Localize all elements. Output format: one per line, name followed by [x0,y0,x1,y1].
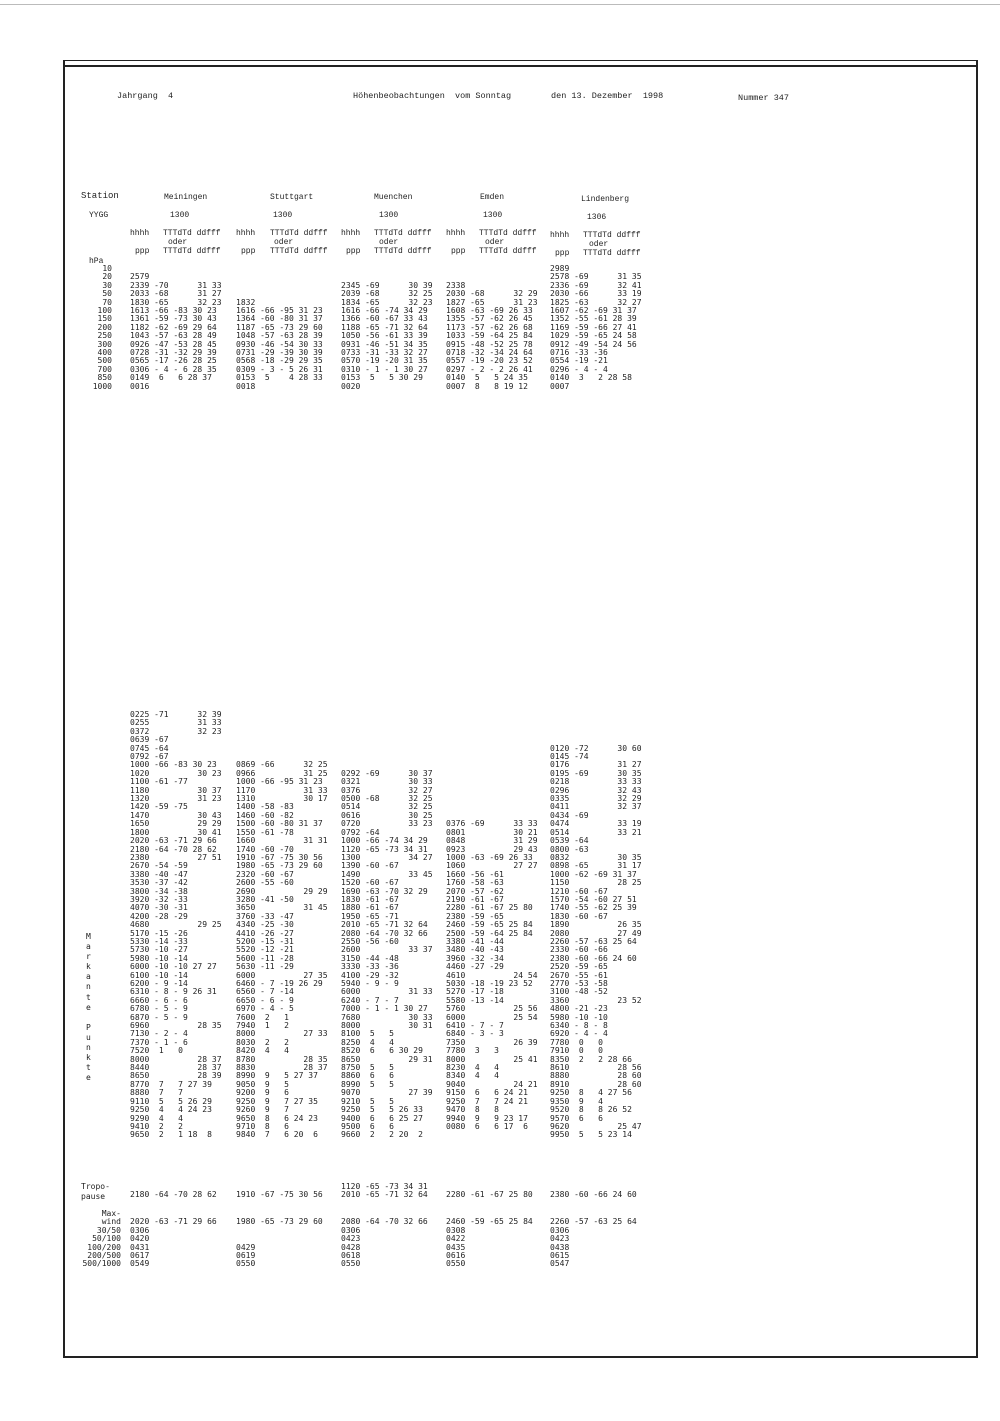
station-label: Station [81,191,119,201]
station-time-muenchen: 1300 [379,211,399,220]
ttt-label: TTTdTd ddfff [479,229,537,238]
std-levels-meiningen: 2579 2339 -70 31 33 2033 -68 31 27 1830 -65 32 23 1613 -66 -83 30 23 1361 -59 -73 30 43 1182 -62 -69 29 64 1043 -57 -63 28 49 0926 -47 -53 28 45 0728 -31 -32 29 39 0565 -17 -26 28 25 0306 - 4 - 6 28 35 0149 6 6 28 37 0016 [130,272,222,391]
ttt-label: TTTdTd ddfff [374,229,432,238]
date-label: den 13. Dezember 1998 [551,91,664,101]
tropopause-stuttgart: 1910 -67 -75 30 56 [236,1190,323,1200]
max-wind-muenchen: 2080 -64 -70 32 66 0306 0423 0428 0618 0550 [341,1217,428,1269]
hhhh-label: hhhh [130,229,150,238]
ttt-label: TTTdTd ddfff [163,247,221,256]
frame-top-bar [64,65,976,67]
document-title: Höhenbeobachtungen vom Sonntag [353,91,512,101]
hhhh-label: hhhh [446,229,466,238]
significant-points-emden: 0376 -69 33 33 0801 30 21 0848 31 29 0923 29 43 1000 -63 -69 26 33 1060 27 27 1660 -56 -61 1760 -58 -63 2070 -57 -62 2190 -61 -67 2280 -61 -67 25 80 2380 -59 -65 2460 -59 -65 25 84 2500 -59 -64 25 84 3380 -41 -44 3480 -40 -43 3960 -32 -34 4460 -27 -29 4610 24 54 5030 -18 -19 23 52 5270 -17 -18 5580 -13 -14 5760 25 56 6000 25 54 6410 - 7 - 7 6840 - 3 - 3 7350 26 39 7780 3 3 8000 25 41 8230 4 4 8340 4 4 9040 24 21 9150 6 6 24 21 9250 7 7 24 21 9470 8 8 9940 9 9 23 17 0080 6 6 17 6 [446,819,538,1131]
station-name-muenchen: Muenchen [374,193,413,202]
significant-points-muenchen: 0292 -69 30 37 0321 30 33 0376 32 27 0500 -68 32 25 0514 32 25 0616 30 25 0720 33 23 0792 -64 1000 -66 -74 34 29 1120 -65 -73 34 31 1300 34 27 1390 -60 -67 1490 33 45 1520 -60 -67 1690 -63 -70 32 29 1830 -61 -67 1880 -61 -67 1950 -65 -71 2010 -65 -71 32 64 2080 -64 -70 32 66 2550 -56 -60 2600 33 37 3150 -44 -48 3330 -33 -36 4100 -29 -32 5940 - 9 - 9 6000 31 33 6240 - 7 - 7 7000 - 1 - 1 30 27 7680 30 33 8000 30 31 8100 5 5 8250 4 4 8520 6 6 30 29 8650 29 31 8750 5 5 8860 6 6 8990 5 5 9070 27 39 9210 5 5 9250 5 5 26 33 9400 6 6 25 27 9500 6 6 9660 2 2 20 2 [341,768,433,1140]
significant-points-stuttgart: 0869 -66 32 25 0966 31 25 1000 -66 -95 31 23 1170 31 33 1310 30 17 1400 -58 -83 1460 -60 -82 1500 -60 -80 31 37 1550 -61 -78 1660 31 31 1740 -60 -70 1910 -67 -75 30 56 1980 -65 -73 29 60 2320 -60 -67 2600 -55 -60 2690 29 29 3280 -41 -50 3650 31 45 3760 -33 -47 4340 -25 -30 4410 -26 -27 5200 -15 -31 5520 -12 -21 5600 -11 -28 5630 -11 -29 6000 27 35 6460 - 7 -19 26 29 6560 - 7 -14 6650 - 6 - 9 6970 - 4 - 5 7600 2 1 7940 1 2 8000 27 33 8030 2 2 8420 4 4 8780 28 35 8830 28 37 8990 9 5 27 37 9050 9 5 9200 9 6 9250 9 7 27 35 9260 9 7 9650 8 6 24 23 9710 8 6 9840 7 6 20 6 [236,760,328,1140]
top-edge-line [0,4,1000,5]
hhhh-label: hhhh [550,231,570,240]
max-wind-meiningen: 2020 -63 -71 29 66 0306 0420 0431 0617 0549 [130,1217,217,1269]
hpa-label: hPa [89,257,104,266]
tropopause-lindenberg: 2380 -60 -66 24 60 [550,1190,637,1200]
jahrgang-label: Jahrgang 4 [117,91,174,101]
station-name-stuttgart: Stuttgart [270,193,314,202]
markante-punkte-label: M a r k a n t e P u n k t e [86,932,91,1083]
std-levels-lindenberg: 2989 2578 -69 31 35 2336 -69 32 41 2030 -66 33 19 1825 -63 32 27 1607 -62 -69 31 37 1352 -55 -61 28 39 1169 -59 -66 27 41 1029 -59 -65 24 58 0912 -49 -54 24 56 0716 -33 -36 0554 -19 -21 0296 - 4 - 4 0140 3 2 28 58 0007 [550,264,642,391]
ppp-label: ppp [135,247,150,256]
std-levels-muenchen: 2345 -69 30 39 2039 -68 32 25 1834 -65 32 23 1616 -66 -74 34 29 1366 -60 -67 33 43 1188 -65 -71 32 64 1050 -56 -61 33 39 0931 -46 -51 34 35 0733 -31 -33 32 27 0570 -19 -20 31 35 0310 - 1 - 1 30 27 0153 5 5 30 29 0020 [341,280,433,391]
issue-number: Nummer 347 [738,93,790,103]
ppp-label: ppp [346,247,361,256]
ttt-label: TTTdTd ddfff [583,231,641,240]
station-name-lindenberg: Lindenberg [581,195,630,204]
max-wind-emden: 2460 -59 -65 25 84 0308 0422 0435 0616 0550 [446,1217,533,1269]
tropopause-muenchen: 1120 -65 -73 34 31 2010 -65 -71 32 64 [341,1182,428,1200]
max-wind-lindenberg: 2260 -57 -63 25 64 0306 0423 0438 0615 0547 [550,1217,637,1269]
station-time-meiningen: 1300 [170,211,190,220]
tropopause-label: Tropo- pause [81,1182,110,1201]
pressure-level-column: 10 20 30 50 70 100 150 200 250 300 400 500 700 850 1000 [92,264,112,391]
yygg-label: YYGG [89,211,109,220]
oder-label: oder [274,238,294,247]
oder-label: oder [168,238,188,247]
station-time-stuttgart: 1300 [273,211,293,220]
station-name-meiningen: Meiningen [164,193,208,202]
ppp-label: ppp [555,249,570,258]
ttt-label: TTTdTd ddfff [270,247,328,256]
max-wind-stuttgart: 1980 -65 -73 29 60 0429 0619 0550 [236,1217,323,1269]
oder-label: oder [485,238,505,247]
ppp-label: ppp [451,247,466,256]
ttt-label: TTTdTd ddfff [479,247,537,256]
hhhh-label: hhhh [236,229,256,238]
ttt-label: TTTdTd ddfff [583,249,641,258]
station-time-lindenberg: 1306 [587,213,607,222]
tropopause-emden: 2280 -61 -67 25 80 [446,1190,533,1200]
oder-label: oder [379,238,399,247]
station-name-emden: Emden [480,193,505,202]
ttt-label: TTTdTd ddfff [163,229,221,238]
oder-label: oder [589,240,609,249]
ttt-label: TTTdTd ddfff [270,229,328,238]
station-time-emden: 1300 [483,211,503,220]
significant-points-meiningen: 0225 -71 32 39 0255 31 33 0372 32 23 0639 -67 0745 -64 0792 -67 1000 -66 -83 30 23 1020 30 23 1100 -61 -77 1180 30 37 1320 31 23 1420 -59 -75 1470 30 43 1650 29 29 1800 30 41 2020 -63 -71 29 66 2180 -64 -70 28 62 2380 27 51 2670 -54 -59 3380 -40 -47 3530 -37 -42 3800 -34 -38 3920 -32 -33 4070 -30 -31 4200 -28 -29 4680 29 25 5170 -15 -26 5330 -14 -33 5730 -10 -27 5980 -10 -14 6000 -10 -10 27 27 6100 -10 -14 6200 - 9 -14 6310 - 8 - 9 26 31 6660 - 6 - 6 6780 - 5 - 9 6870 - 5 - 9 6960 28 35 7130 - 2 - 4 7370 - 1 - 6 7520 1 0 8000 28 37 8440 28 37 8650 28 39 8770 7 7 27 39 8880 7 7 9110 5 5 26 29 9250 4 4 24 23 9290 4 4 9410 2 2 9650 2 1 18 8 [130,710,222,1140]
tropopause-meiningen: 2180 -64 -70 28 62 [130,1190,217,1200]
ttt-label: TTTdTd ddfff [374,247,432,256]
significant-points-lindenberg: 0120 -72 30 60 0145 -74 0176 31 27 0195 -69 30 35 0218 33 33 0296 32 43 0335 32 29 0411 32 37 0434 -69 0474 33 19 0514 33 21 0539 -64 0800 -63 0832 30 35 0898 -65 31 17 1000 -62 -69 31 37 1150 28 25 1210 -60 -67 1570 -54 -60 27 51 1740 -55 -62 25 39 1830 -60 -67 1890 26 35 2080 27 49 2260 -57 -63 25 64 2330 -60 -66 2380 -60 -66 24 60 2520 -59 -65 2670 -55 -61 2770 -53 -58 3100 -48 -52 3360 23 52 4800 -21 -23 5980 -10 -10 6340 - 8 - 8 6920 - 4 - 4 7780 0 0 7910 0 0 8350 2 2 28 66 8610 28 56 8880 28 60 8910 28 60 9250 8 4 27 56 9350 9 4 9520 8 8 26 52 9570 6 6 9620 25 47 9950 5 5 23 14 [550,743,642,1140]
hhhh-label: hhhh [341,229,361,238]
std-levels-stuttgart: 1832 1616 -66 -95 31 23 1364 -60 -80 31 37 1187 -65 -73 29 60 1048 -57 -63 28 39 0930 -46 -54 30 33 0731 -29 -39 30 39 0568 -18 -29 29 35 0309 - 3 - 5 26 31 0153 5 4 28 33 0018 [236,297,323,391]
max-wind-label: Max- wind 30/50 50/100 100/200 200/500 500/1000 [82,1209,121,1269]
ppp-label: ppp [241,247,256,256]
std-levels-emden: 2338 2030 -68 32 29 1827 -65 31 23 1608 -63 -69 26 33 1355 -57 -62 26 45 1173 -57 -62 26 68 1033 -59 -64 25 84 0915 -48 -52 25 78 0718 -32 -34 24 64 0557 -19 -20 23 52 0297 - 2 - 2 26 41 0140 5 5 24 35 0007 8 8 19 12 [446,280,538,391]
